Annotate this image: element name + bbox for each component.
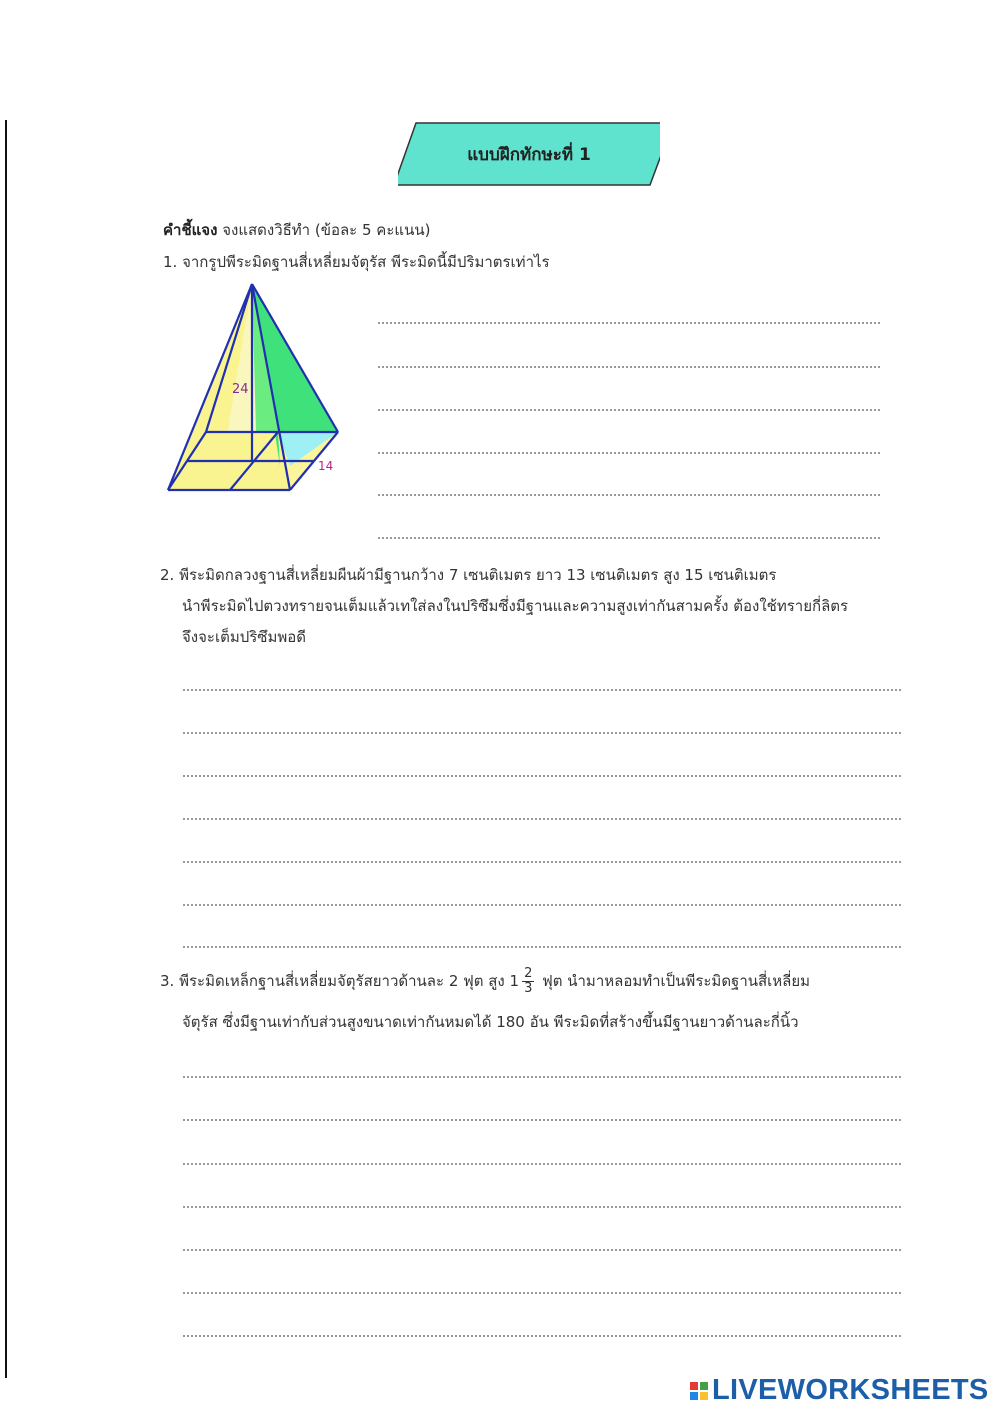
answer-line[interactable] [183,904,901,906]
margin-line [5,120,7,1378]
answer-line[interactable] [183,861,901,863]
logo-icon [690,1382,708,1400]
height-label: 24 [232,382,249,397]
answer-line[interactable] [183,818,901,820]
question-text: จากรูปพีระมิดฐานสี่เหลี่ยมจัตุรัส พีระมิดนี้มีปริมาตรเท่าไร [182,253,550,271]
page-title: แบบฝึกทักษะที่ 1 [467,144,591,165]
question-text-line-2: นำพีระมิดไปตวงทรายจนเต็มแล้วเทใส่ลงในปริซึมซึ่งมีฐานและความสูงเท่ากันสามครั้ง ต้องใช้ทรายกี่ลิตร [182,597,849,615]
instructions-label: คำชี้แจง [163,221,218,239]
answer-line[interactable] [378,452,880,454]
answer-line[interactable] [378,409,880,411]
instructions-text: จงแสดงวิธีทำ (ข้อละ 5 คะแนน) [222,221,431,239]
question-text-line-2: จัตุรัส ซึ่งมีฐานเท่ากับส่วนสูงขนาดเท่ากันหมดได้ 180 อัน พีระมิดที่สร้างขึ้นมีฐานยาวด้านละกี่นิ้ว [182,1013,799,1031]
answer-line[interactable] [183,946,901,948]
fraction [522,967,534,996]
question-2 [160,560,920,653]
pyramid-figure [160,280,360,500]
answer-line[interactable] [183,1249,901,1251]
liveworksheets-logo [690,1374,989,1407]
answer-line[interactable] [183,1076,901,1078]
question-text-line-1a: พีระมิดเหล็กฐานสี่เหลี่ยมจัตุรัสยาวด้านละ 2 ฟุต สูง 1 [179,972,520,990]
answer-line[interactable] [183,689,901,691]
answer-line[interactable] [183,775,901,777]
question-number: 2. [160,566,175,584]
fraction-numerator: 2 [524,966,533,981]
question-1 [163,247,550,278]
answer-line[interactable] [183,1163,901,1165]
question-text-line-1b: ฟุต นำมาหลอมทำเป็นพีระมิดฐานสี่เหลี่ยม [542,972,811,990]
answer-line[interactable] [183,1292,901,1294]
fraction-denominator: 3 [524,981,533,996]
answer-line[interactable] [378,494,880,496]
answer-line[interactable] [378,322,880,324]
question-3 [160,966,920,1038]
answer-line[interactable] [183,1119,901,1121]
title-banner [398,122,660,186]
question-number: 1. [163,253,178,271]
answer-line[interactable] [378,537,880,539]
base-label: 14 [318,459,334,473]
question-text-line-1: พีระมิดกลวงฐานสี่เหลี่ยมผืนผ้ามีฐานกว้าง 7 เซนติเมตร ยาว 13 เซนติเมตร สูง 15 เซนติเมตร [179,566,777,584]
answer-line[interactable] [378,366,880,368]
question-number: 3. [160,972,175,990]
answer-line[interactable] [183,732,901,734]
question-text-line-3: จึงจะเต็มปริซึมพอดี [182,628,306,646]
instructions [163,218,430,242]
answer-line[interactable] [183,1335,901,1337]
answer-line[interactable] [183,1206,901,1208]
logo-text: LIVEWORKSHEETS [712,1374,989,1406]
